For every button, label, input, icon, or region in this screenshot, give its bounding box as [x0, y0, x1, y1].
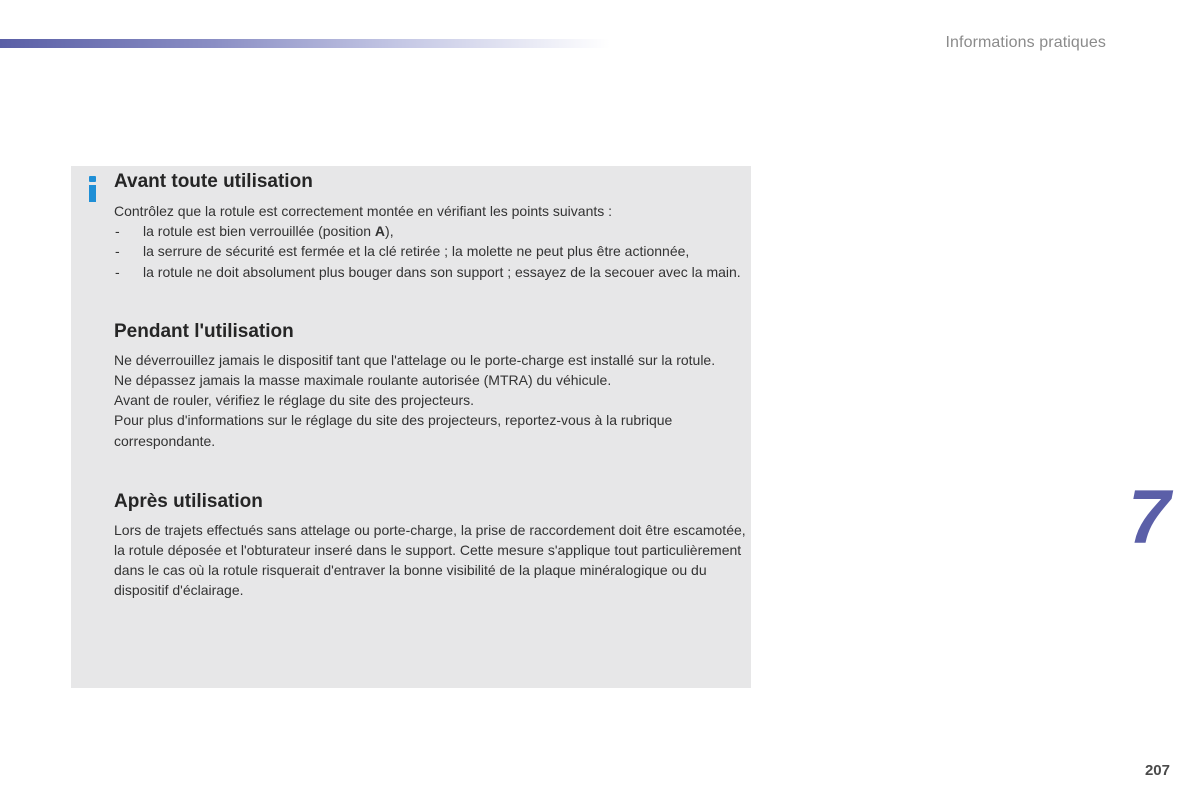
list-item: - la serrure de sécurité est fermée et la clé retirée ; la molette ne peut plus être actionnée, [114, 241, 746, 261]
section-title-pendant: Pendant l'utilisation [114, 320, 294, 342]
section-title-avant: Avant toute utilisation [114, 171, 313, 192]
section-body-pendant [114, 350, 746, 451]
paragraph: Ne dépassez jamais la masse maximale roulante autorisée (MTRA) du véhicule. [114, 372, 612, 389]
paragraph: Pour plus d'informations sur le réglage du site des projecteurs, reportez-vous à la rubrique correspondante. [114, 412, 673, 449]
info-box-content [114, 170, 746, 601]
list-item: - la rotule est bien verrouillée (position A), [114, 221, 746, 241]
page-number: 207 [1144, 762, 1170, 779]
header-gradient-bar [0, 39, 610, 48]
paragraph: Lors de trajets effectués sans attelage ou porte-charge, la prise de raccordement doit être escamotée, la rotule déposée et l'obturateur inseré dans le support. Cette mesure s'applique tout particulièrement dans le cas où la rotule risquerait d'entraver la bonne visibilité de la plaque minéralogique ou du dispositif d'éclairage. [114, 521, 746, 599]
section-intro-avant: Contrôlez que la rotule est correctement montée en vérifiant les points suivants : [114, 203, 613, 219]
info-icon [88, 176, 98, 202]
section-body-apres [114, 520, 746, 601]
section-title-apres: Après utilisation [114, 490, 263, 512]
info-box [71, 166, 751, 688]
chapter-number: 7 [1128, 475, 1171, 560]
list-item: - la rotule ne doit absolument plus bouger dans son support ; essayez de la secouer avec la main. [114, 262, 746, 282]
checklist [114, 221, 746, 282]
paragraph: Ne déverrouillez jamais le dispositif tant que l'attelage ou le porte-charge est installé sur la rotule. [114, 351, 716, 368]
section-header-title: Informations pratiques [945, 34, 1106, 51]
paragraph: Avant de rouler, vérifiez le réglage du site des projecteurs. [114, 392, 475, 409]
